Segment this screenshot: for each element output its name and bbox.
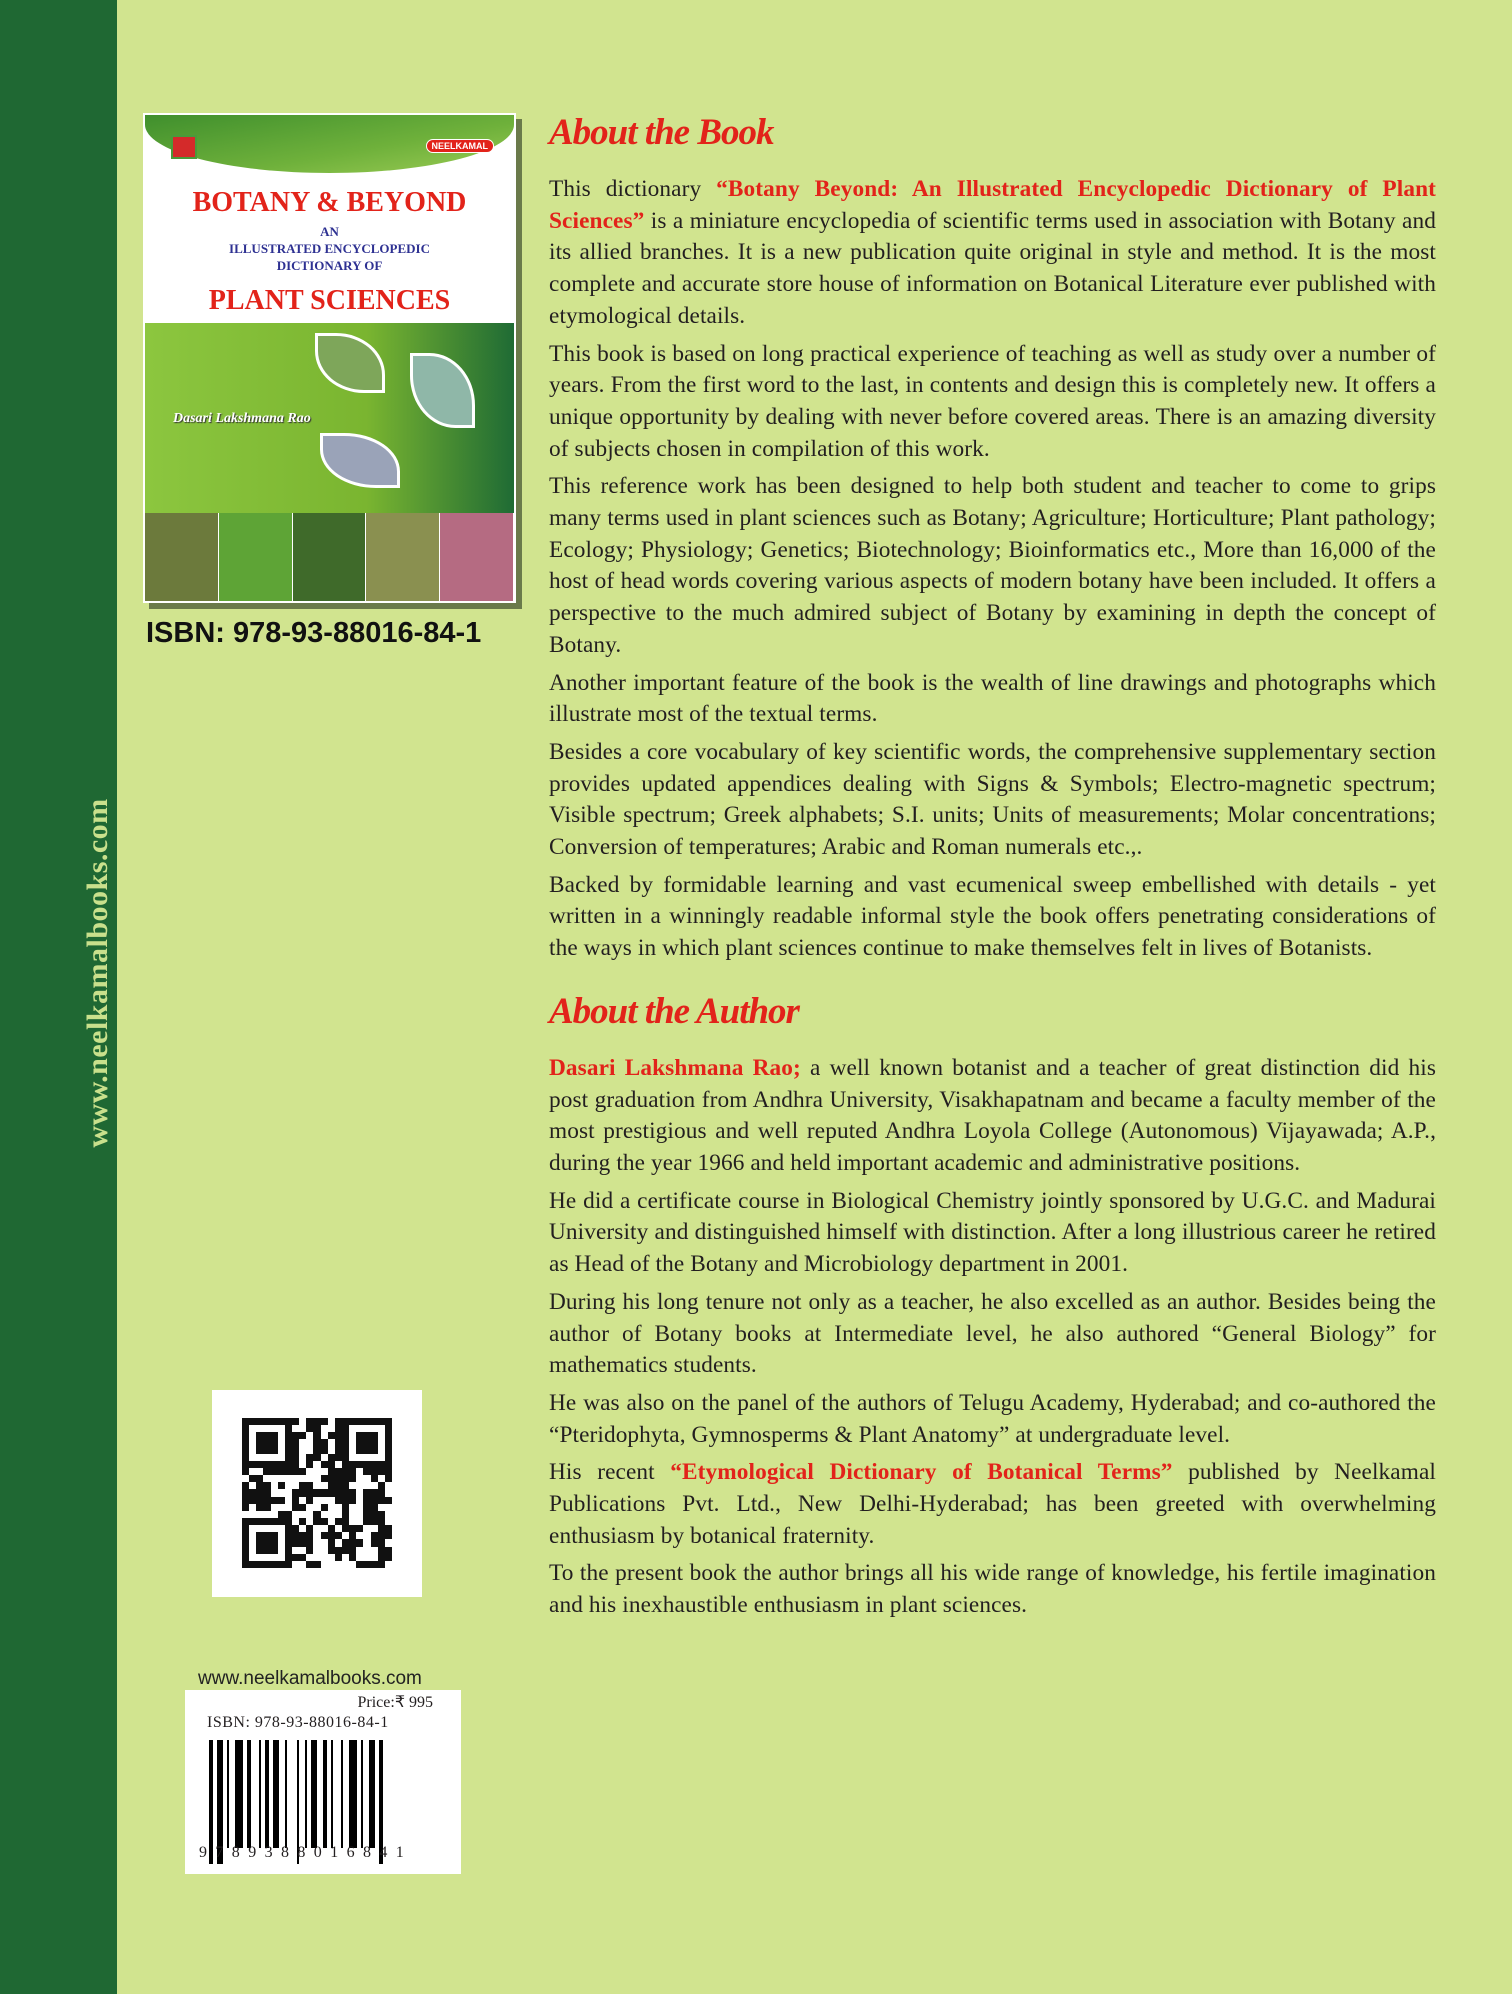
paragraph [549, 174, 1436, 333]
leaf-photo [410, 353, 475, 428]
paragraph: Backed by formidable learning and vast ecumenical sweep embellished with details - yet written in a winningly readable informal style the book offers penetrating considerations of the ways in which plant sciences continue to make themselves felt in lives of Botanists. [549, 871, 1436, 962]
paragraph: He was also on the panel of the authors of Telugu Academy, Hyderabad; and co-authored the “Pteridophyta, Gymnosperms & Plant Anatomy” at undergraduate level. [549, 1389, 1436, 1448]
isbn-label: ISBN: 978-93-88016-84-1 [146, 617, 482, 649]
text: is a miniature encyclopedia of scientific terms used in association with Botany and its allied branches. It is a new publication quite original in style and method. It is the most complete and accurate store house of information on Botanical Literature ever published with etymological details. [549, 207, 1436, 329]
about-book-heading: About the Book [549, 112, 774, 153]
text: This dictionary [549, 176, 717, 202]
leaf-photo [315, 333, 385, 393]
author-name: Dasari Lakshmana Rao; [549, 1054, 801, 1081]
text-column [549, 108, 1436, 1628]
text: published by Neelkamal Publications Pvt. Ltd., New Delhi-Hyderabad; has been greeted with overwhelming enthusiasm by botanical fraternity. [549, 1459, 1436, 1549]
related-book-title: “Etymological Dictionary of Botanical Terms” [670, 1459, 1173, 1486]
cover-subtitle-line: ILLUSTRATED ENCYCLOPEDIC [229, 241, 430, 256]
text: a well known botanist and a teacher of great distinction did his post graduation from Andhra University, Visakhapatnam and became a faculty member of the most prestigious and well reputed Andhra Loyola College (Autonomous) Vijayawada; A.P., during the year 1966 and held important academic and administrative positions. [549, 1054, 1436, 1176]
publisher-badge: NEELKAMAL [426, 139, 495, 153]
cover-photo-strip [145, 513, 514, 601]
paragraph: Besides a core vocabulary of key scientific words, the comprehensive supplementary section provides updated appendices dealing with Signs & Symbols; Electro-magnetic spectrum; Visible spectrum; Greek alphabets; S.I. units; Units of measurements; Molar concentrations; Conversion of temperatures; Arabic and Roman numerals etc.,. [549, 738, 1436, 861]
paragraph [549, 1457, 1436, 1552]
paragraph [549, 1053, 1436, 1180]
cover-title-2: PLANT SCIENCES [208, 285, 451, 316]
cover-author: Dasari Lakshmana Rao [173, 411, 311, 426]
paragraph: Another important feature of the book is the wealth of line drawings and photographs which illustrate most of the textual terms. [549, 669, 1436, 728]
paragraph: This reference work has been designed to help both student and teacher to come to grips many terms used in plant sciences such as Botany; Agriculture; Horticulture; Plant pathology; Ecology; Physiology; Genetics; Biotechnology; Bioinformatics etc., More than 16,000 of the host of head words covering various aspects of modern botany have been included. It offers a perspective to the much admired subject of Botany by examining in depth the concept of Botany. [549, 473, 1436, 658]
book-title: “Botany Beyond: An Illustrated Encyclopedic Dictionary of Plant Sciences” [549, 176, 1436, 234]
paragraph: This book is based on long practical experience of teaching as well as study over a number of years. From the first word to the last, in contents and design this is completely new. It offers a unique opportunity by dealing with never before covered areas. There is an amazing diversity of subjects chosen in compilation of this work. [549, 340, 1436, 462]
spine-website: www.neelkamalbooks.com [81, 798, 114, 1148]
cover-illustration [145, 323, 514, 513]
cover-subtitle-line: DICTIONARY OF [276, 258, 383, 273]
barcode-digits: 9789388016841 [199, 1844, 413, 1861]
barcode-block [185, 1690, 461, 1874]
about-author-heading: About the Author [549, 990, 799, 1032]
spine-strip [0, 0, 117, 1994]
leaf-photo [320, 433, 400, 488]
cover-title: BOTANY & BEYOND [192, 187, 467, 218]
price: Price:₹ 995 [357, 1694, 433, 1711]
qr-code[interactable] [212, 1390, 422, 1597]
front-cover-thumbnail [143, 113, 516, 603]
barcode-website: www.neelkamalbooks.com [198, 1668, 422, 1689]
text: His recent [549, 1459, 671, 1486]
cover-subtitle [145, 223, 514, 274]
paragraph: He did a certificate course in Biological Chemistry jointly sponsored by U.G.C. and Madurai University and distinguished himself with distinction. After a long illustrious career he retired as Head of the Botany and Microbiology department in 2001. [549, 1187, 1436, 1278]
barcode-isbn: ISBN: 978-93-88016-84-1 [207, 1714, 389, 1731]
cover-subtitle-line: AN [320, 224, 339, 239]
publisher-logo-icon [171, 135, 197, 159]
paragraph: To the present book the author brings all his wide range of knowledge, his fertile imagination and his inexhaustible enthusiasm in plant sciences. [549, 1560, 1436, 1619]
paragraph: During his long tenure not only as a teacher, he also excelled as an author. Besides being the author of Botany books at Intermediate level, he also authored “General Biology” for mathematics students. [549, 1288, 1436, 1379]
